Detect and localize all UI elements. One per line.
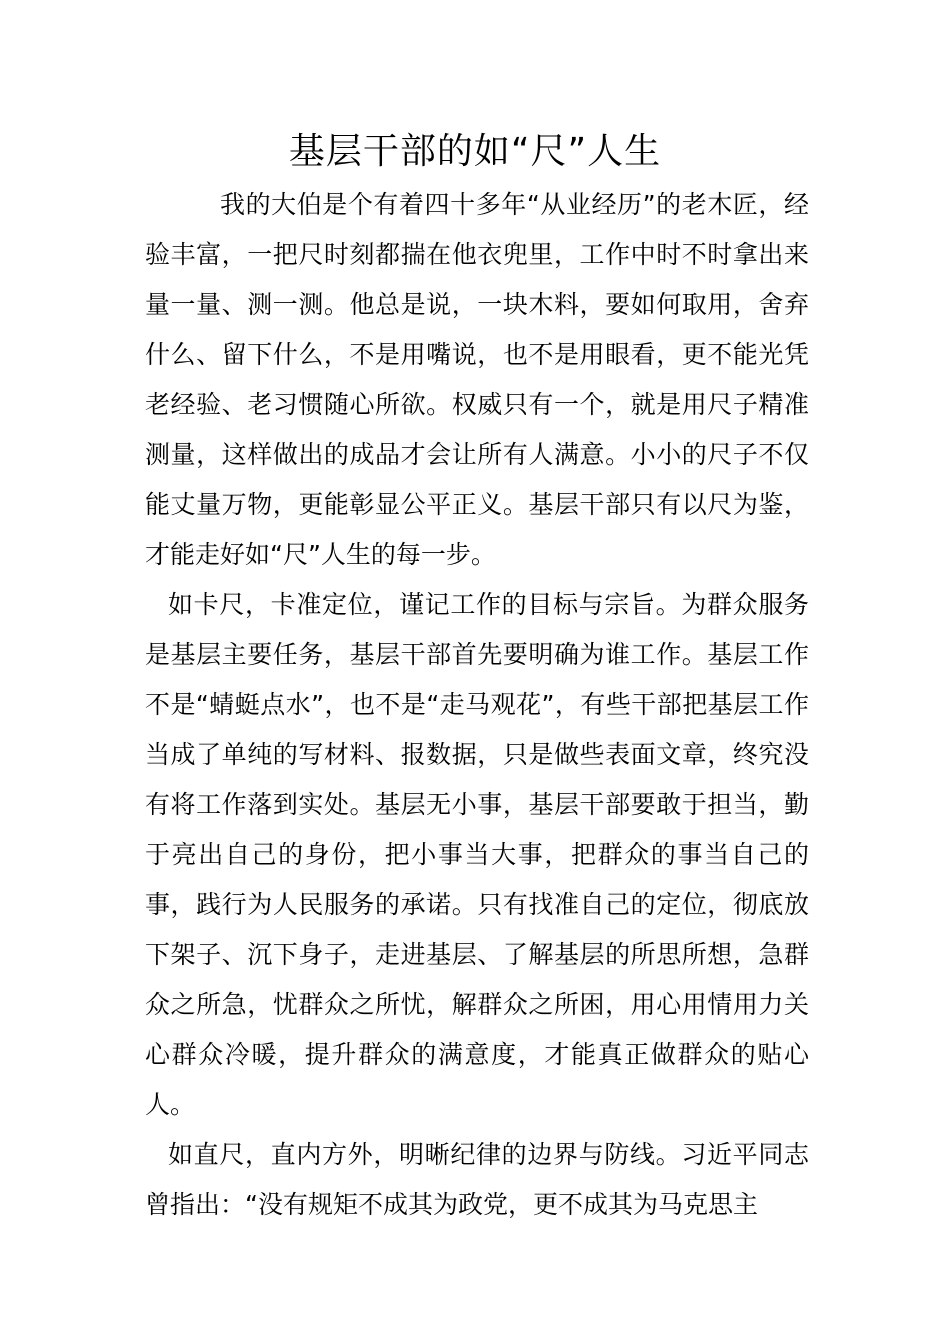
paragraph-caliper: 如卡尺，卡准定位，谨记工作的目标与宗旨。为群众服务是基层主要任务，基层干部首先要明确为谁工作。基层工作不是“蜻蜓点水”，也不是“走马观花”，有些干部把基层工作当成了单纯的写材料、报数据，只是做些表面文章，终究没有将工作落到实处。基层无小事，基层干部要敢于担当，勤于亮出自己的身份，把小事当大事，把群众的事当自己的事，践行为人民服务的承诺。只有找准自己的定位，彻底放下架子、沉下身子，走进基层、了解基层的所思所想，急群众之所急，忧群众之所忧，解群众之所困，用心用情用力关心群众冷暖，提升群众的满意度，才能真正做群众的贴心人。 bbox=[145, 590, 809, 1119]
paragraph-ruler: 如直尺，直内方外，明晰纪律的边界与防线。习近平同志曾指出：“没有规矩不成其为政党，更不成其为马克思主 bbox=[145, 1140, 809, 1219]
document-body bbox=[145, 180, 809, 1230]
document-title: 基层干部的如“尺”人生 bbox=[288, 131, 662, 172]
paragraph-intro: 我的大伯是个有着四十多年“从业经历”的老木匠，经验丰富，一把尺时刻都揣在他衣兜里，工作中时不时拿出来量一量、测一测。他总是说，一块木料，要如何取用，舍弃什么、留下什么，不是用嘴说，也不是用眼看，更不能光凭老经验、老习惯随心所欲。权威只有一个，就是用尺子精准测量，这样做出的成品才会让所有人满意。小小的尺子不仅能丈量万物，更能彰显公平正义。基层干部只有以尺为鉴，才能走好如“尺”人生的每一步。 bbox=[145, 190, 809, 569]
